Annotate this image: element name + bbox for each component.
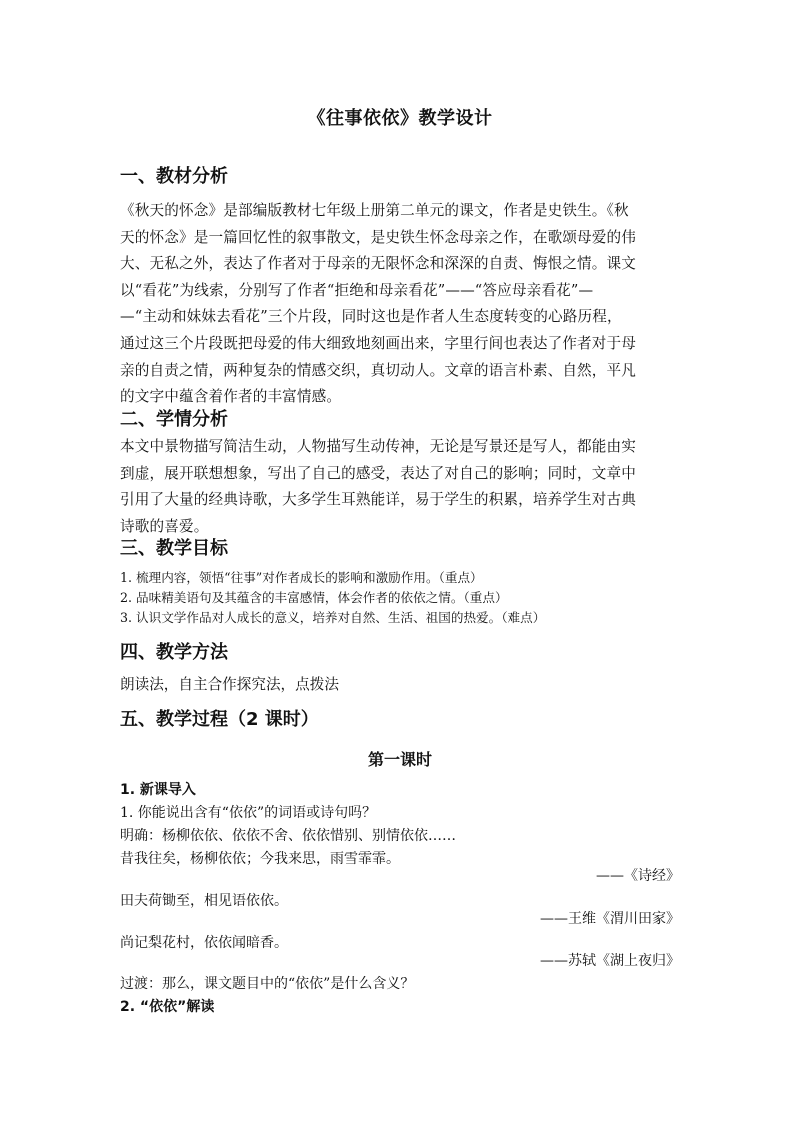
paragraph-line: 本文中景物描写简洁生动，人物描写生动传神，无论是写景还是写人，都能由实 [120,438,637,455]
paragraph-line: —“主动和妹妹去看花”三个片段，同时这也是作者人生态度转变的心路历程， [120,308,622,326]
paragraph-line: 《秋天的怀念》是部编版教材七年级上册第二单元的课文，作者是史铁生。《秋 [120,202,629,219]
lesson-title: 第一课时 [367,750,432,769]
paragraph-line: 的文字中蕴含着作者的丰富情感。 [120,388,342,406]
transition-text: 过渡：那么，课文题目中的“依依”是什么含义？ [120,976,415,992]
paragraph-line: 大、无私之外，表达了作者对于母亲的无限怀念和深深的自责、悔恨之情。课文 [120,255,637,273]
question-text: 1. 你能说出含有“依依”的词语或诗句吗？ [120,805,377,821]
step-heading-interpretation: 2. “依依”解读 [120,999,215,1015]
paragraph-line: 引用了大量的经典诗歌，大多学生耳熟能详，易于学生的积累，培养学生对古典 [120,491,637,509]
paragraph-textbook-analysis [120,198,680,411]
goal-item: 3. 认识文学作品对人成长的意义，培养对自然、生活、祖国的热爱。（难点） [120,610,546,625]
poem-line: 田夫荷锄至，相见语依依。 [120,893,288,909]
goal-item: 2. 品味精美语句及其蕴含的丰富感情，体会作者的依依之情。（重点） [120,590,508,605]
poem-line: 尚记梨花村，依依闻暗香。 [120,935,288,951]
paragraph-line: 到虚，展开联想想象，写出了自己的感受，表达了对自己的影响；同时，文章中 [120,464,637,482]
teaching-methods-text: 朗读法，自主合作探究法，点拨法 [120,676,339,693]
section-heading-student-analysis: 二、学情分析 [120,409,228,430]
section-heading-teaching-process: 五、教学过程（2 课时） [120,709,319,730]
poem-source: ——《诗经》 [596,868,680,884]
document-title: 《往事依依》教学设计 [307,108,493,129]
step-heading-intro: 1. 新课导入 [120,782,196,798]
paragraph-line: 通过这三个片段既把母爱的伟大细致地刻画出来，字里行间也表达了作者对于母 [120,334,637,352]
paragraph-line: 天的怀念》是一篇回忆性的叙事散文，是史铁生怀念母亲之作，在歌颂母爱的伟 [120,228,637,246]
goal-item: 1. 梳理内容，领悟“往事”对作者成长的影响和激励作用。（重点） [120,570,483,585]
section-heading-textbook-analysis: 一、教材分析 [120,166,228,187]
paragraph-line: 以“看花”为线索，分别写了作者“拒绝和母亲看花”——“答应母亲看花”— [120,281,594,299]
paragraph-line: 亲的自责之情，两种复杂的情感交织，真切动人。文章的语言朴素、自然，平凡 [120,361,637,379]
answer-text: 明确：杨柳依依、依依不舍、依依惜别、别情依依…… [120,828,456,844]
section-heading-teaching-goals: 三、教学目标 [120,538,228,559]
section-heading-teaching-methods: 四、教学方法 [120,642,228,663]
paragraph-student-analysis [120,434,680,540]
poem-source: ——王维《渭川田家》 [540,911,680,927]
paragraph-line: 诗歌的喜爱。 [120,517,209,535]
poem-line: 昔我往矣，杨柳依依；今我来思，雨雪霏霏。 [120,851,400,867]
poem-source: ——苏轼《湖上夜归》 [540,953,680,969]
